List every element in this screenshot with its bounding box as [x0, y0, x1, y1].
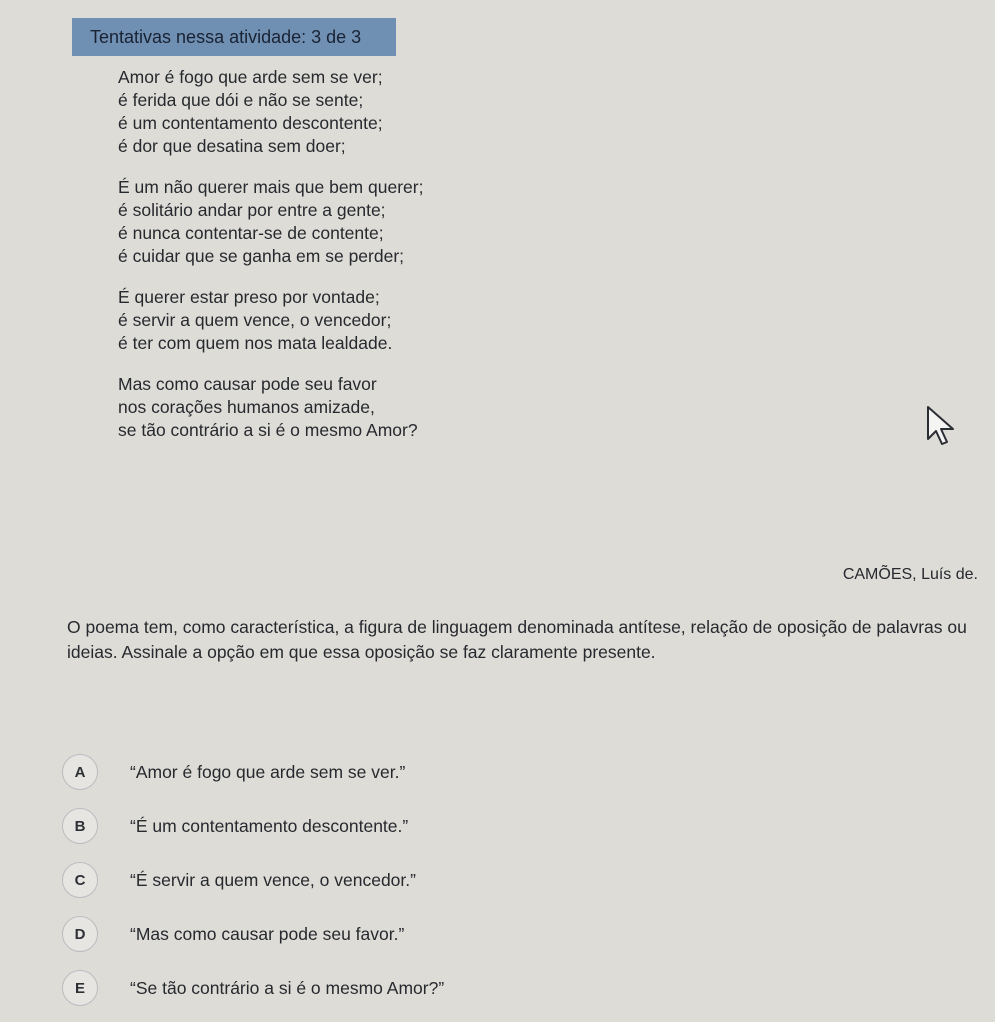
poem-line: é servir a quem vence, o vencedor;: [118, 310, 392, 330]
option-d[interactable]: [62, 914, 962, 954]
poem-line: é um contentamento descontente;: [118, 113, 383, 133]
mouse-pointer-icon: [926, 405, 960, 447]
option-letter-badge[interactable]: C: [62, 862, 98, 898]
poem-stanza: [118, 286, 878, 355]
answer-options: [62, 752, 962, 1022]
poem-line: é cuidar que se ganha em se perder;: [118, 246, 405, 266]
poem-line: Amor é fogo que arde sem se ver;: [118, 67, 383, 87]
poem-line: nos corações humanos amizade,: [118, 397, 375, 417]
option-text[interactable]: “Se tão contrário a si é o mesmo Amor?”: [130, 977, 445, 998]
poem-stanza: [118, 373, 878, 442]
poem-line: é dor que desatina sem doer;: [118, 136, 346, 156]
poem-citation: CAMÕES, Luís de.: [842, 566, 978, 583]
poem-line: Mas como causar pode seu favor: [118, 374, 377, 394]
poem-line: é ferida que dói e não se sente;: [118, 90, 364, 110]
poem-stanza: [118, 176, 878, 268]
poem-stanza: [118, 66, 878, 158]
poem-line: é ter com quem nos mata lealdade.: [118, 333, 393, 353]
option-a[interactable]: [62, 752, 962, 792]
option-letter-badge[interactable]: A: [62, 754, 98, 790]
poem-line: é solitário andar por entre a gente;: [118, 200, 386, 220]
option-letter-badge[interactable]: E: [62, 970, 98, 1006]
option-e[interactable]: [62, 968, 962, 1008]
question-text: O poema tem, como característica, a figura de linguagem denominada antítese, relação de oposição de palavras ou ideias. Assinale a opção em que essa oposição se faz claramente presente.: [67, 617, 967, 662]
option-c[interactable]: [62, 860, 962, 900]
option-text[interactable]: “É um contentamento descontente.”: [130, 815, 409, 836]
poem-line: se tão contrário a si é o mesmo Amor?: [118, 420, 418, 440]
poem-line: É um não querer mais que bem querer;: [118, 177, 424, 197]
poem-line: é nunca contentar-se de contente;: [118, 223, 384, 243]
attempts-banner: [72, 18, 396, 56]
poem-line: É querer estar preso por vontade;: [118, 287, 380, 307]
option-b[interactable]: [62, 806, 962, 846]
option-letter-badge[interactable]: D: [62, 916, 98, 952]
option-text[interactable]: “Mas como causar pode seu favor.”: [130, 923, 405, 944]
option-letter-badge[interactable]: B: [62, 808, 98, 844]
attempts-text: Tentativas nessa atividade: 3 de 3: [90, 27, 362, 47]
option-text[interactable]: “É servir a quem vence, o vencedor.”: [130, 869, 416, 890]
poem: [118, 66, 878, 460]
option-text[interactable]: “Amor é fogo que arde sem se ver.”: [130, 761, 406, 782]
